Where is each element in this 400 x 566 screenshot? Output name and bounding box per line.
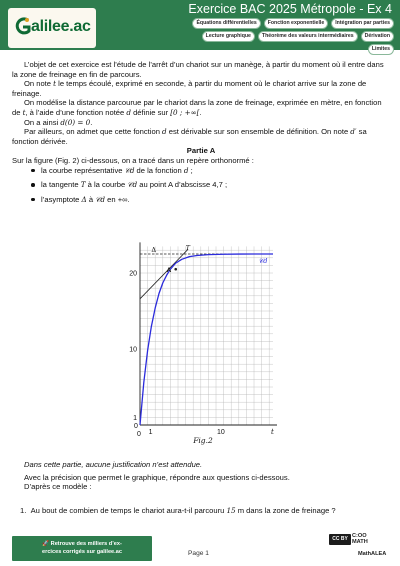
topic-tag[interactable]: Lecture graphique — [202, 31, 255, 42]
part-a-instructions — [12, 460, 390, 492]
curve-label: 𝒞d — [258, 257, 268, 266]
exercise-title: Exercice BAC 2025 Métropole - Ex 4 — [188, 2, 392, 16]
point-a-label: A — [166, 267, 172, 275]
part-title: Partie A — [186, 146, 216, 156]
topic-tag[interactable]: Théorème des valeurs intermédiaires — [258, 31, 358, 42]
topic-tag[interactable]: Dérivation — [361, 31, 394, 42]
exercise-intro — [12, 60, 390, 209]
topic-tags — [184, 18, 394, 55]
page-number: Page 1 — [188, 550, 209, 557]
instruction-precision: Avec la précision que permet le graphique, répondre aux questions ci-dessous. — [24, 472, 290, 482]
y-tick-label: 0 — [134, 423, 138, 430]
y-tick-label: 20 — [129, 270, 137, 278]
mathalea-logo-icon: C:OO MATH — [352, 533, 368, 545]
cc-license-badge: CC BY SA — [329, 534, 351, 545]
topic-tag[interactable]: Équations différentielles — [192, 18, 260, 29]
galilee-logo-icon — [15, 17, 31, 37]
intro-paragraph-2: On note t le temps écoulé, exprimé en seconde, à partir du moment où le chariot arrive sur la zone de freinage. — [12, 79, 367, 98]
x-tick-label: 1 — [148, 429, 153, 436]
tangent-label: T — [185, 244, 190, 253]
mathalea-credit: MathALEA — [358, 551, 387, 557]
question-1: 1. Au bout de combien de temps le chariot aura-t-il parcouru 15 m dans la zone de freinage ? — [20, 506, 336, 515]
intro-paragraph-4: On a ainsi d(0) = 0. — [24, 117, 93, 127]
galilee-promo-link[interactable]: 🚀 Retrouve des milliers d’ex- ercices corrigés sur galilee.ac — [12, 536, 152, 561]
asymptote-label: Δ — [151, 246, 157, 254]
topic-tag[interactable]: Fonction exponentielle — [264, 18, 329, 29]
list-item: la courbe représentative 𝒞d de la fonction d ; — [31, 166, 390, 176]
instruction-model: D’après ce modèle : — [24, 482, 92, 492]
x-tick-label: 0 — [137, 431, 141, 438]
tangent-line — [140, 249, 188, 298]
header-banner — [0, 0, 400, 50]
intro-paragraph-3: On modélise la distance parcourue par le chariot dans la zone de freinage, exprimée en mètre, en fonction de t, à l’aide d’une fonction notée d définie sur [0 ; +∞[. — [12, 98, 382, 117]
logo-text: alilee.ac — [31, 18, 91, 35]
intro-paragraph-1: L’objet de cet exercice est l’étude de l’arrêt d’un chariot sur un manège, à partir du moment où il entre dans la zone de freinage en fin de parcours. — [12, 60, 384, 79]
figure-2-graph — [122, 245, 272, 450]
intro-paragraph-5: Par ailleurs, on admet que cette fonction d est dérivable sur son ensemble de définition. On note d′ sa fonction dérivée. — [12, 127, 367, 146]
figure-elements-list — [31, 166, 390, 205]
no-justification-note: Dans cette partie, aucune justification n’est attendue. — [24, 460, 203, 469]
x-axis-label: t — [271, 428, 274, 436]
topic-tag[interactable]: Limites — [368, 44, 394, 55]
topic-tag[interactable]: Intégration par parties — [331, 18, 394, 29]
point-a-marker — [174, 268, 177, 271]
list-item: l’asymptote Δ à 𝒞d en +∞. — [31, 195, 390, 205]
curve-cd — [140, 254, 273, 425]
x-tick-label: 10 — [217, 429, 225, 436]
figure-caption: Fig.2 — [193, 436, 213, 445]
list-item: la tangente T à la courbe 𝒞d au point A d’abscisse 4,7 ; — [31, 180, 390, 190]
y-tick-label: 1 — [133, 414, 137, 422]
y-tick-label: 10 — [129, 346, 137, 354]
site-logo[interactable] — [8, 8, 96, 48]
figure-lead: Sur la figure (Fig. 2) ci-dessous, on a tracé dans un repère orthonormé : — [12, 155, 254, 165]
